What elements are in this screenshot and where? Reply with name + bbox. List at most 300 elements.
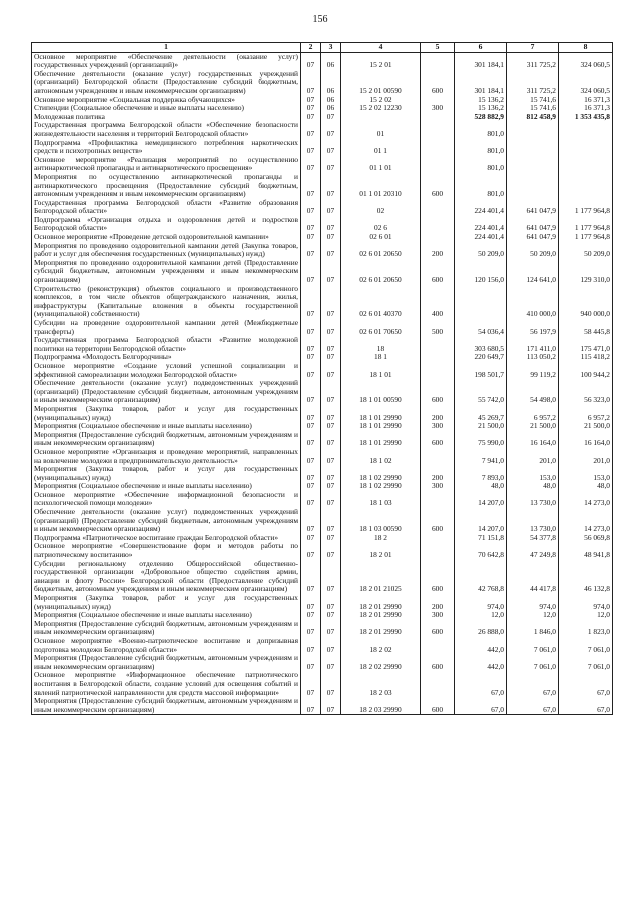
amount-year3-cell: 14 273,0	[559, 491, 613, 508]
expense-type-cell: 600	[421, 697, 455, 715]
section-code-cell: 07	[301, 620, 321, 637]
subsection-code-cell: 07	[321, 233, 341, 242]
table-row	[32, 448, 613, 465]
section-code-cell: 07	[301, 405, 321, 422]
row-name-cell: Основное мероприятие «Проведение детской оздоровительной кампании»	[32, 233, 301, 242]
subsection-code-cell: 07	[321, 491, 341, 508]
subsection-code-cell: 07	[321, 405, 341, 422]
table-row	[32, 52, 613, 70]
target-article-cell: 15 2 02 12230	[341, 104, 421, 113]
amount-year1-cell: 15 136,2	[455, 96, 507, 105]
target-article-cell: 18 1 01	[341, 362, 421, 379]
target-article-cell: 02 6	[341, 216, 421, 233]
table-row	[32, 336, 613, 353]
expense-type-cell: 600	[421, 620, 455, 637]
amount-year2-cell: 16 164,0	[507, 431, 559, 448]
amount-year2-cell: 311 725,2	[507, 70, 559, 96]
table-row	[32, 542, 613, 559]
section-code-cell: 07	[301, 534, 321, 543]
amount-year3-cell	[559, 156, 613, 173]
row-name-cell: Мероприятия по осуществлению антинаркотической пропаганды и антинаркотического просвещения (Предоставление субсидий бюджетным, автономным учреждениям и иным некоммерческим организациям)	[32, 173, 301, 199]
expense-type-cell	[421, 637, 455, 654]
section-code-cell: 07	[301, 654, 321, 671]
subsection-code-cell: 07	[321, 611, 341, 620]
amount-year2-cell: 201,0	[507, 448, 559, 465]
row-name-cell: Мероприятия по проведению оздоровительной кампании детей (Предоставление субсидий бюджетным, автономным учреждениям и иным некоммерческим организациям)	[32, 259, 301, 285]
expense-type-cell: 500	[421, 319, 455, 336]
amount-year3-cell: 974,0	[559, 594, 613, 611]
section-code-cell: 07	[301, 104, 321, 113]
target-article-cell: 01 1 01	[341, 156, 421, 173]
amount-year2-cell: 6 957,2	[507, 405, 559, 422]
amount-year1-cell: 67,0	[455, 697, 507, 715]
subsection-code-cell: 07	[321, 285, 341, 319]
amount-year2-cell: 13 730,0	[507, 508, 559, 534]
subsection-code-cell: 07	[321, 697, 341, 715]
row-name-cell: Основное мероприятие «Организация и проведение мероприятий, направленных на вовлечение молодежи в предпринимательскую деятельность»	[32, 448, 301, 465]
subsection-code-cell: 07	[321, 319, 341, 336]
target-article-cell: 02 6 01 20650	[341, 242, 421, 259]
page-number: 156	[312, 14, 328, 25]
amount-year3-cell: 201,0	[559, 448, 613, 465]
expense-type-cell: 600	[421, 431, 455, 448]
expense-type-cell	[421, 199, 455, 216]
target-article-cell: 02	[341, 199, 421, 216]
section-code-cell: 07	[301, 156, 321, 173]
amount-year2-cell: 15 741,6	[507, 104, 559, 113]
row-name-cell: Государственная программа Белгородской области «Обеспечение безопасности жизнедеятельности населения и территорий Белгородской области»	[32, 121, 301, 138]
target-article-cell: 18 1 02	[341, 448, 421, 465]
target-article-cell: 18 2 01 29990	[341, 594, 421, 611]
amount-year3-cell: 7 061,0	[559, 637, 613, 654]
table-row	[32, 104, 613, 113]
amount-year1-cell: 7 941,0	[455, 448, 507, 465]
expense-type-cell	[421, 216, 455, 233]
target-article-cell: 18 2	[341, 534, 421, 543]
subsection-code-cell: 07	[321, 465, 341, 482]
subsection-code-cell: 07	[321, 139, 341, 156]
row-name-cell: Мероприятия (Закупка товаров, работ и услуг для государственных (муниципальных) нужд)	[32, 465, 301, 482]
section-code-cell: 07	[301, 431, 321, 448]
row-name-cell: Мероприятия (Предоставление субсидий бюджетным, автономным учреждениям и иным некоммерческим организациям)	[32, 654, 301, 671]
table-row	[32, 139, 613, 156]
amount-year2-cell: 153,0	[507, 465, 559, 482]
amount-year1-cell: 442,0	[455, 654, 507, 671]
target-article-cell: 18 1 03 00590	[341, 508, 421, 534]
target-article-cell: 18 1 02 29990	[341, 465, 421, 482]
row-name-cell: Основное мероприятие «Создание условий успешной социализации и эффективной самореализации молодежи Белгородской области»	[32, 362, 301, 379]
row-name-cell: Подпрограмма «Патриотическое воспитание граждан Белгородской области»	[32, 534, 301, 543]
row-name-cell: Основное мероприятие «Совершенствование форм и методов работы по патриотическому воспитанию»	[32, 542, 301, 559]
column-header-5: 5	[421, 43, 455, 53]
amount-year2-cell: 44 417,8	[507, 560, 559, 594]
expense-type-cell	[421, 448, 455, 465]
amount-year2-cell: 410 000,0	[507, 285, 559, 319]
amount-year3-cell: 14 273,0	[559, 508, 613, 534]
expense-type-cell	[421, 121, 455, 138]
table-row	[32, 697, 613, 715]
subsection-code-cell: 06	[321, 52, 341, 70]
table-row	[32, 199, 613, 216]
target-article-cell: 18 2 01 21025	[341, 560, 421, 594]
target-article-cell: 18 1 03	[341, 491, 421, 508]
section-code-cell: 07	[301, 491, 321, 508]
subsection-code-cell: 06	[321, 96, 341, 105]
amount-year3-cell: 1 177 964,8	[559, 233, 613, 242]
subsection-code-cell: 07	[321, 431, 341, 448]
target-article-cell: 18 2 01 29990	[341, 611, 421, 620]
expense-type-cell: 600	[421, 508, 455, 534]
row-name-cell: Основное мероприятие «Обеспечение деятельности (оказание услуг) государственных учреждений (организаций)»	[32, 52, 301, 70]
subsection-code-cell: 07	[321, 216, 341, 233]
expense-type-cell	[421, 336, 455, 353]
expense-type-cell	[421, 52, 455, 70]
amount-year2-cell: 641 047,9	[507, 199, 559, 216]
amount-year1-cell: 120 156,0	[455, 259, 507, 285]
amount-year3-cell: 58 445,8	[559, 319, 613, 336]
expense-type-cell	[421, 491, 455, 508]
column-header-4: 4	[341, 43, 421, 53]
amount-year2-cell: 124 641,0	[507, 259, 559, 285]
row-name-cell: Основное мероприятие «Информационное обеспечение патриотического воспитания в Белгородской области, создание условий для освещения событий и явлений патриотической направленности для средств массовой информации»	[32, 671, 301, 697]
section-code-cell: 07	[301, 448, 321, 465]
amount-year1-cell: 198 501,7	[455, 362, 507, 379]
table-row	[32, 121, 613, 138]
subsection-code-cell: 07	[321, 534, 341, 543]
row-name-cell: Государственная программа Белгородской области «Развитие молодежной политики на территории Белгородской области»	[32, 336, 301, 353]
section-code-cell: 07	[301, 611, 321, 620]
amount-year1-cell: 12,0	[455, 611, 507, 620]
amount-year2-cell: 99 119,2	[507, 362, 559, 379]
target-article-cell: 15 2 02	[341, 96, 421, 105]
expense-type-cell: 600	[421, 259, 455, 285]
target-article-cell: 18 2 01	[341, 542, 421, 559]
target-article-cell: 18 2 03 29990	[341, 697, 421, 715]
row-name-cell: Основное мероприятие «Военно-патриотическое воспитание и допризывная подготовка молодежи Белгородской области»	[32, 637, 301, 654]
expense-type-cell	[421, 542, 455, 559]
amount-year2-cell: 171 411,0	[507, 336, 559, 353]
amount-year2-cell: 13 730,0	[507, 491, 559, 508]
row-name-cell: Мероприятия (Предоставление субсидий бюджетным, автономным учреждениям и иным некоммерческим организациям)	[32, 697, 301, 715]
amount-year2-cell: 7 061,0	[507, 637, 559, 654]
expense-type-cell: 300	[421, 104, 455, 113]
target-article-cell: 18 2 02 29990	[341, 654, 421, 671]
amount-year1-cell: 224 401,4	[455, 199, 507, 216]
section-code-cell: 07	[301, 542, 321, 559]
amount-year1-cell: 54 036,4	[455, 319, 507, 336]
amount-year3-cell	[559, 173, 613, 199]
table-row	[32, 216, 613, 233]
amount-year1-cell: 14 207,0	[455, 508, 507, 534]
amount-year1-cell: 301 184,1	[455, 52, 507, 70]
amount-year3-cell: 12,0	[559, 611, 613, 620]
section-code-cell: 07	[301, 216, 321, 233]
amount-year3-cell: 16 371,3	[559, 104, 613, 113]
amount-year3-cell: 153,0	[559, 465, 613, 482]
expense-type-cell	[421, 139, 455, 156]
expense-type-cell: 600	[421, 70, 455, 96]
expense-type-cell	[421, 156, 455, 173]
amount-year1-cell: 48,0	[455, 482, 507, 491]
amount-year1-cell: 801,0	[455, 156, 507, 173]
section-code-cell: 07	[301, 353, 321, 362]
target-article-cell: 02 6 01 70650	[341, 319, 421, 336]
column-header-7: 7	[507, 43, 559, 53]
amount-year1-cell: 220 649,7	[455, 353, 507, 362]
expense-type-cell	[421, 113, 455, 122]
subsection-code-cell: 06	[321, 104, 341, 113]
section-code-cell: 07	[301, 482, 321, 491]
expense-type-cell	[421, 362, 455, 379]
target-article-cell: 18 1	[341, 353, 421, 362]
amount-year2-cell: 50 209,0	[507, 242, 559, 259]
column-header-6: 6	[455, 43, 507, 53]
table-row	[32, 405, 613, 422]
amount-year1-cell: 21 500,0	[455, 422, 507, 431]
amount-year3-cell: 16 371,3	[559, 96, 613, 105]
amount-year1-cell: 70 642,8	[455, 542, 507, 559]
table-row	[32, 319, 613, 336]
expense-type-cell: 200	[421, 242, 455, 259]
amount-year2-cell: 67,0	[507, 671, 559, 697]
amount-year3-cell: 56 323,0	[559, 379, 613, 405]
subsection-code-cell: 07	[321, 671, 341, 697]
target-article-cell: 18 2 02	[341, 637, 421, 654]
amount-year2-cell: 812 458,9	[507, 113, 559, 122]
subsection-code-cell: 07	[321, 199, 341, 216]
table-row	[32, 671, 613, 697]
amount-year2-cell: 641 047,9	[507, 233, 559, 242]
subsection-code-cell: 07	[321, 353, 341, 362]
amount-year1-cell: 801,0	[455, 121, 507, 138]
amount-year2-cell: 974,0	[507, 594, 559, 611]
amount-year3-cell: 6 957,2	[559, 405, 613, 422]
amount-year1-cell: 224 401,4	[455, 233, 507, 242]
amount-year2-cell: 15 741,6	[507, 96, 559, 105]
expense-type-cell: 200	[421, 594, 455, 611]
row-name-cell: Субсидии на проведение оздоровительной кампании детей (Межбюджетные трансферты)	[32, 319, 301, 336]
section-code-cell: 07	[301, 465, 321, 482]
subsection-code-cell: 07	[321, 482, 341, 491]
subsection-code-cell: 06	[321, 70, 341, 96]
amount-year3-cell: 16 164,0	[559, 431, 613, 448]
amount-year1-cell: 224 401,4	[455, 216, 507, 233]
table-row	[32, 560, 613, 594]
subsection-code-cell: 07	[321, 336, 341, 353]
amount-year2-cell: 12,0	[507, 611, 559, 620]
table-body	[32, 52, 613, 715]
target-article-cell: 02 6 01 20650	[341, 259, 421, 285]
expense-type-cell	[421, 233, 455, 242]
amount-year2-cell	[507, 156, 559, 173]
row-name-cell: Обеспечение деятельности (оказание услуг) государственных учреждений (организаций) Белгородской области (Предоставление субсидий бюджетным, автономным учреждениям и иным некоммерческим организациям)	[32, 70, 301, 96]
amount-year1-cell: 45 269,7	[455, 405, 507, 422]
amount-year1-cell: 974,0	[455, 594, 507, 611]
table-row	[32, 362, 613, 379]
amount-year2-cell	[507, 139, 559, 156]
amount-year2-cell: 113 050,2	[507, 353, 559, 362]
table-row	[32, 285, 613, 319]
amount-year1-cell: 67,0	[455, 671, 507, 697]
subsection-code-cell: 07	[321, 542, 341, 559]
table-row	[32, 379, 613, 405]
section-code-cell: 07	[301, 508, 321, 534]
amount-year2-cell: 54 377,8	[507, 534, 559, 543]
row-name-cell: Обеспечение деятельности (оказание услуг) подведомственных учреждений (организаций) (Предоставление субсидий бюджетным, автономным учреждениям и иным некоммерческим организациям)	[32, 508, 301, 534]
amount-year3-cell: 100 944,2	[559, 362, 613, 379]
target-article-cell: 02 6 01	[341, 233, 421, 242]
expense-type-cell	[421, 671, 455, 697]
row-name-cell: Стипендии (Социальное обеспечение и иные выплаты населению)	[32, 104, 301, 113]
amount-year2-cell: 48,0	[507, 482, 559, 491]
amount-year3-cell: 67,0	[559, 671, 613, 697]
subsection-code-cell: 07	[321, 620, 341, 637]
amount-year3-cell: 129 310,0	[559, 259, 613, 285]
row-name-cell: Основное мероприятие «Социальная поддержка обучающихся»	[32, 96, 301, 105]
section-code-cell: 07	[301, 259, 321, 285]
amount-year3-cell: 115 418,2	[559, 353, 613, 362]
row-name-cell: Мероприятия (Предоставление субсидий бюджетным, автономным учреждениям и иным некоммерческим организациям)	[32, 431, 301, 448]
amount-year3-cell: 1 353 435,8	[559, 113, 613, 122]
section-code-cell: 07	[301, 379, 321, 405]
subsection-code-cell: 07	[321, 156, 341, 173]
column-header-3: 3	[321, 43, 341, 53]
section-code-cell: 07	[301, 422, 321, 431]
expense-type-cell	[421, 534, 455, 543]
table-row	[32, 173, 613, 199]
target-article-cell: 02 6 01 40370	[341, 285, 421, 319]
target-article-cell: 01 1	[341, 139, 421, 156]
expense-type-cell	[421, 353, 455, 362]
table-row	[32, 508, 613, 534]
amount-year2-cell	[507, 121, 559, 138]
row-name-cell: Мероприятия (Социальное обеспечение и иные выплаты населению)	[32, 482, 301, 491]
row-name-cell: Подпрограмма «Организация отдыха и оздоровления детей и подростков Белгородской области»	[32, 216, 301, 233]
amount-year2-cell: 47 249,8	[507, 542, 559, 559]
section-code-cell: 07	[301, 173, 321, 199]
expense-type-cell: 200	[421, 405, 455, 422]
amount-year1-cell: 15 136,2	[455, 104, 507, 113]
amount-year3-cell: 7 061,0	[559, 654, 613, 671]
amount-year1-cell: 303 680,5	[455, 336, 507, 353]
target-article-cell: 18 2 01 29990	[341, 620, 421, 637]
row-name-cell: Обеспечение деятельности (оказание услуг) подведомственных учреждений (организаций) (Предоставление субсидий бюджетным, автономным учреждениям и иным некоммерческим организациям)	[32, 379, 301, 405]
subsection-code-cell: 07	[321, 121, 341, 138]
section-code-cell: 07	[301, 560, 321, 594]
table-header	[32, 43, 613, 53]
row-name-cell: Субсидии региональному отделению Общероссийской общественно-государственной организации «Добровольное общество содействия армии, авиации и флоту России» Белгородской области (Предоставление субсидий бюджетным, автономным учреждениям и иным некоммерческим организациям)	[32, 560, 301, 594]
row-name-cell: Молодежная политика	[32, 113, 301, 122]
amount-year1-cell: 14 207,0	[455, 491, 507, 508]
expense-type-cell: 600	[421, 654, 455, 671]
section-code-cell: 07	[301, 96, 321, 105]
header-row	[32, 43, 613, 53]
target-article-cell: 18 2 03	[341, 671, 421, 697]
amount-year2-cell: 7 061,0	[507, 654, 559, 671]
amount-year2-cell: 311 725,2	[507, 52, 559, 70]
subsection-code-cell: 07	[321, 654, 341, 671]
row-name-cell: Основное мероприятие «Реализация мероприятий по осуществлению антинаркотической пропаганды и антинаркотического просвещения»	[32, 156, 301, 173]
amount-year2-cell: 21 500,0	[507, 422, 559, 431]
section-code-cell: 07	[301, 121, 321, 138]
amount-year2-cell: 54 498,0	[507, 379, 559, 405]
subsection-code-cell: 07	[321, 508, 341, 534]
amount-year3-cell: 67,0	[559, 697, 613, 715]
expense-type-cell: 300	[421, 422, 455, 431]
amount-year1-cell: 7 893,0	[455, 465, 507, 482]
subsection-code-cell: 07	[321, 173, 341, 199]
amount-year3-cell: 46 132,8	[559, 560, 613, 594]
amount-year2-cell: 1 846,0	[507, 620, 559, 637]
target-article-cell: 18 1 01 29990	[341, 405, 421, 422]
amount-year3-cell: 48,0	[559, 482, 613, 491]
table-row	[32, 637, 613, 654]
amount-year1-cell: 442,0	[455, 637, 507, 654]
amount-year1-cell: 26 888,0	[455, 620, 507, 637]
table-row	[32, 491, 613, 508]
amount-year3-cell	[559, 139, 613, 156]
section-code-cell: 07	[301, 139, 321, 156]
table-row	[32, 431, 613, 448]
row-name-cell: Мероприятия (Социальное обеспечение и иные выплаты населению)	[32, 422, 301, 431]
row-name-cell: Подпрограмма «Молодость Белгородчины»	[32, 353, 301, 362]
subsection-code-cell: 07	[321, 242, 341, 259]
section-code-cell: 07	[301, 362, 321, 379]
amount-year3-cell: 1 823,0	[559, 620, 613, 637]
amount-year3-cell: 1 177 964,8	[559, 199, 613, 216]
amount-year2-cell: 67,0	[507, 697, 559, 715]
target-article-cell: 01 1 01 20310	[341, 173, 421, 199]
subsection-code-cell: 07	[321, 594, 341, 611]
section-code-cell: 07	[301, 697, 321, 715]
row-name-cell: Мероприятия (Закупка товаров, работ и услуг для государственных (муниципальных) нужд)	[32, 405, 301, 422]
amount-year3-cell: 48 941,8	[559, 542, 613, 559]
target-article-cell: 18 1 02 29990	[341, 482, 421, 491]
target-article-cell: 15 2 01	[341, 52, 421, 70]
section-code-cell: 07	[301, 242, 321, 259]
amount-year2-cell: 641 047,9	[507, 216, 559, 233]
row-name-cell: Основное мероприятие «Обеспечение информационной безопасности и психологической помощи молодежи»	[32, 491, 301, 508]
table-row	[32, 70, 613, 96]
amount-year3-cell: 56 069,8	[559, 534, 613, 543]
subsection-code-cell: 07	[321, 259, 341, 285]
amount-year1-cell: 528 882,9	[455, 113, 507, 122]
section-code-cell: 07	[301, 199, 321, 216]
amount-year1-cell: 801,0	[455, 139, 507, 156]
amount-year3-cell: 50 209,0	[559, 242, 613, 259]
table-row	[32, 156, 613, 173]
amount-year3-cell: 175 471,0	[559, 336, 613, 353]
row-name-cell: Государственная программа Белгородской области «Развитие образования Белгородской области»	[32, 199, 301, 216]
subsection-code-cell: 07	[321, 113, 341, 122]
subsection-code-cell: 07	[321, 560, 341, 594]
table-row	[32, 654, 613, 671]
amount-year3-cell: 324 060,5	[559, 70, 613, 96]
row-name-cell: Мероприятия (Социальное обеспечение и иные выплаты населению)	[32, 611, 301, 620]
target-article-cell: 18	[341, 336, 421, 353]
amount-year2-cell: 56 197,9	[507, 319, 559, 336]
table-row	[32, 594, 613, 611]
amount-year1-cell: 301 184,1	[455, 70, 507, 96]
subsection-code-cell: 07	[321, 362, 341, 379]
column-header-1: 1	[32, 43, 301, 53]
amount-year1-cell: 75 990,0	[455, 431, 507, 448]
row-name-cell: Мероприятия (Предоставление субсидий бюджетным, автономным учреждениям и иным некоммерческим организациям)	[32, 620, 301, 637]
column-header-8: 8	[559, 43, 613, 53]
amount-year3-cell: 21 500,0	[559, 422, 613, 431]
subsection-code-cell: 07	[321, 422, 341, 431]
section-code-cell: 07	[301, 233, 321, 242]
